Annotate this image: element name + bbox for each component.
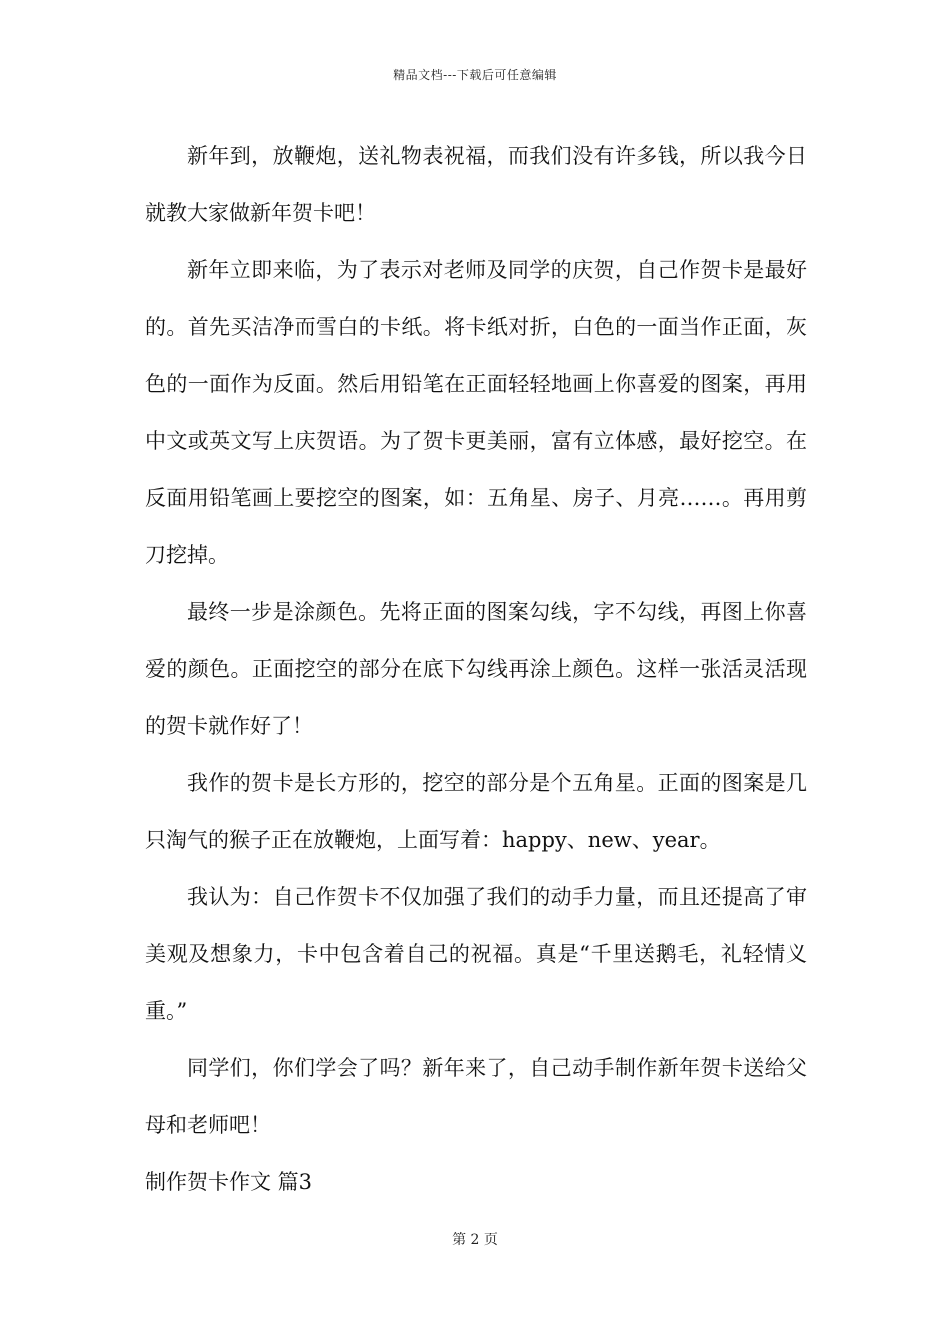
document-body: [145, 128, 807, 1211]
paragraph: 同学们，你们学会了吗？新年来了，自己动手制作新年贺卡送给父母和老师吧！: [145, 1056, 807, 1137]
paragraph: 我作的贺卡是长方形的，挖空的部分是个五角星。正面的图案是几只淘气的猴子正在放鞭炮，上面写着：happy、new、year。: [145, 771, 807, 852]
paragraph: 新年立即来临，为了表示对老师及同学的庆贺，自己作贺卡是最好的。首先买洁净而雪白的卡纸。将卡纸对折，白色的一面当作正面，灰色的一面作为反面。然后用铅笔在正面轻轻地画上你喜爱的图案，再用中文或英文写上庆贺语。为了贺卡更美丽，富有立体感，最好挖空。在反面用铅笔画上要挖空的图案，如：五角星、房子、月亮……。再用剪刀挖掉。: [145, 258, 807, 567]
page-header: 精品文档---下载后可任意编辑: [393, 68, 557, 82]
section-title: 制作贺卡作文 篇3: [145, 1170, 313, 1194]
page-number: 第 2 页: [452, 1232, 498, 1248]
paragraph: 最终一步是涂颜色。先将正面的图案勾线，字不勾线，再图上你喜爱的颜色。正面挖空的部分在底下勾线再涂上颜色。这样一张活灵活现的贺卡就作好了！: [145, 600, 807, 738]
paragraph: 新年到，放鞭炮，送礼物表祝福，而我们没有许多钱，所以我今日就教大家做新年贺卡吧！: [145, 144, 807, 225]
paragraph: 我认为：自己作贺卡不仅加强了我们的动手力量，而且还提高了审美观及想象力，卡中包含着自己的祝福。真是“千里送鹅毛，礼轻情义重。”: [145, 885, 807, 1023]
